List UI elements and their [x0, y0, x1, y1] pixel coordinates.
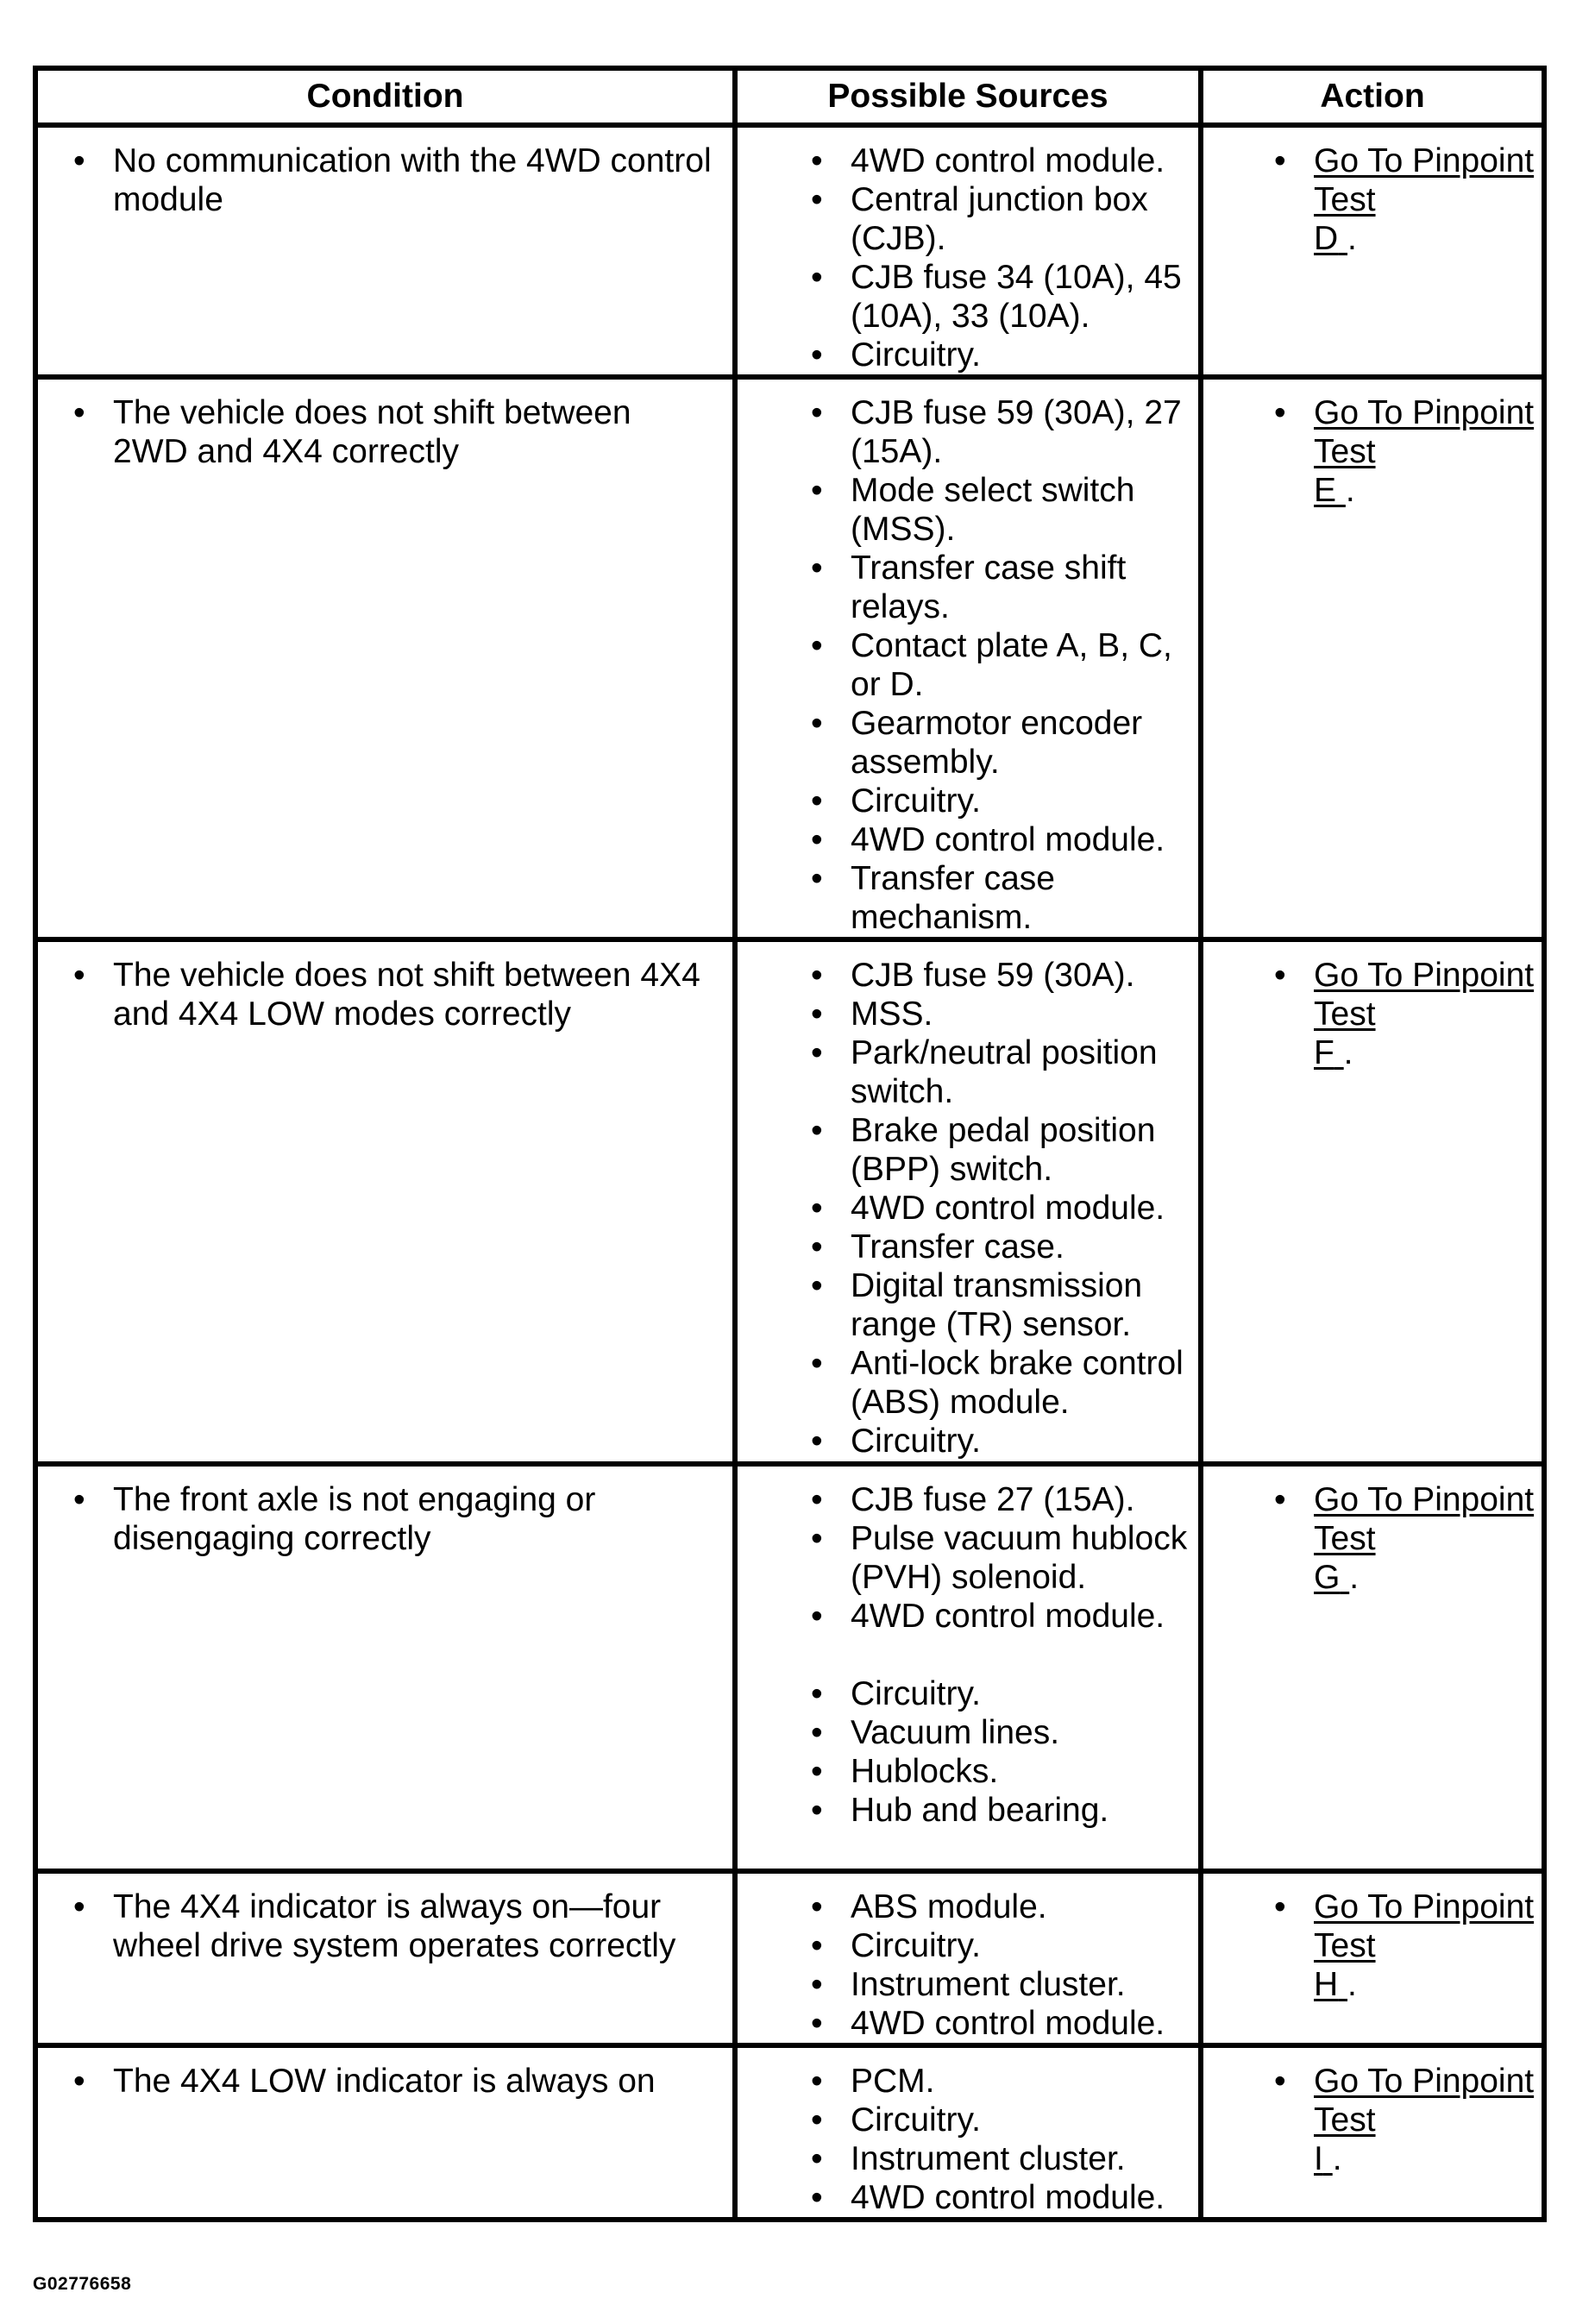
- source-item: • Instrument cluster.: [851, 1965, 1195, 2004]
- table-row: [35, 939, 1544, 1464]
- action-cell: [1201, 377, 1544, 939]
- source-item: • Circuitry.: [851, 782, 1195, 820]
- pinpoint-test-letter-link[interactable]: G: [1314, 1559, 1341, 1596]
- source-item: • Circuitry.: [851, 336, 1195, 374]
- source-item: • 4WD control module.: [851, 2178, 1195, 2217]
- action-item: [1314, 1480, 1536, 1597]
- source-item: • 4WD control module.: [851, 1597, 1195, 1636]
- source-item: • Instrument cluster.: [851, 2139, 1195, 2178]
- action-item: [1314, 1887, 1536, 2004]
- action-suffix: .: [1343, 1034, 1353, 1071]
- pinpoint-test-letter-link[interactable]: F: [1314, 1034, 1334, 1071]
- pinpoint-test-link[interactable]: Go To Pinpoint Test: [1314, 1481, 1535, 1557]
- action-suffix: .: [1345, 472, 1355, 509]
- source-item: • 4WD control module.: [851, 1189, 1195, 1228]
- source-item: • Transfer case.: [851, 1228, 1195, 1266]
- source-item: • Brake pedal position (BPP) switch.: [851, 1111, 1195, 1189]
- source-item: • Mode select switch (MSS).: [851, 471, 1195, 549]
- source-item: • Central junction box (CJB).: [851, 180, 1195, 258]
- condition-text: • The 4X4 LOW indicator is always on: [113, 2062, 715, 2101]
- source-item: • Circuitry.: [851, 1926, 1195, 1965]
- condition-cell: [35, 1464, 735, 1871]
- pinpoint-test-letter-link[interactable]: D: [1314, 220, 1339, 257]
- action-item: [1314, 393, 1536, 510]
- action-cell: [1201, 1871, 1544, 2045]
- sources-cell: [735, 1871, 1201, 2045]
- action-suffix: .: [1332, 2140, 1342, 2177]
- pinpoint-test-letter-link[interactable]: I: [1314, 2140, 1323, 2177]
- sources-cell: [735, 125, 1201, 377]
- sources-cell: [735, 2045, 1201, 2220]
- source-item: • CJB fuse 59 (30A), 27 (15A).: [851, 393, 1195, 471]
- table-row: [35, 125, 1544, 377]
- source-item: • Circuitry.: [851, 1674, 1195, 1713]
- source-item: • 4WD control module.: [851, 141, 1195, 180]
- source-item: • Hub and bearing.: [851, 1791, 1195, 1830]
- source-item: • ABS module.: [851, 1887, 1195, 1926]
- source-item: • 4WD control module.: [851, 2004, 1195, 2043]
- table-row: [35, 1871, 1544, 2045]
- sources-cell: [735, 377, 1201, 939]
- action-item: [1314, 956, 1536, 1072]
- table-row: [35, 2045, 1544, 2220]
- pinpoint-test-link[interactable]: Go To Pinpoint Test: [1314, 1888, 1535, 1964]
- sources-cell: [735, 939, 1201, 1464]
- header-action: Action: [1201, 68, 1544, 125]
- source-item: • Vacuum lines.: [851, 1713, 1195, 1752]
- pinpoint-test-letter-link[interactable]: H: [1314, 1966, 1339, 2003]
- pinpoint-test-link[interactable]: Go To Pinpoint Test: [1314, 2063, 1535, 2139]
- diagnostic-table: [33, 66, 1547, 2222]
- condition-text: • No communication with the 4WD control module: [113, 141, 715, 219]
- condition-cell: [35, 1871, 735, 2045]
- condition-text: • The vehicle does not shift between 2WD and 4X4 correctly: [113, 393, 715, 471]
- pinpoint-test-link[interactable]: Go To Pinpoint Test: [1314, 394, 1535, 470]
- source-item: • CJB fuse 59 (30A).: [851, 956, 1195, 995]
- action-item: [1314, 141, 1536, 258]
- condition-cell: [35, 2045, 735, 2220]
- pinpoint-test-link[interactable]: Go To Pinpoint Test: [1314, 957, 1535, 1033]
- source-item: • Pulse vacuum hublock (PVH) solenoid.: [851, 1519, 1195, 1597]
- table-row: [35, 377, 1544, 939]
- source-item: • CJB fuse 27 (15A).: [851, 1480, 1195, 1519]
- source-item: • Transfer case mechanism.: [851, 859, 1195, 937]
- header-possible-sources: Possible Sources: [735, 68, 1201, 125]
- condition-cell: [35, 125, 735, 377]
- source-item: • Hublocks.: [851, 1752, 1195, 1791]
- pinpoint-test-letter-link[interactable]: E: [1314, 472, 1337, 509]
- source-item: • Circuitry.: [851, 1422, 1195, 1460]
- sources-cell: [735, 1464, 1201, 1871]
- source-item: • Digital transmission range (TR) sensor.: [851, 1266, 1195, 1344]
- action-cell: [1201, 939, 1544, 1464]
- condition-cell: [35, 377, 735, 939]
- source-item: • Anti-lock brake control (ABS) module.: [851, 1344, 1195, 1422]
- source-item: • PCM.: [851, 2062, 1195, 2101]
- condition-text: • The vehicle does not shift between 4X4 and 4X4 LOW modes correctly: [113, 956, 715, 1033]
- header-condition: Condition: [35, 68, 735, 125]
- source-item: • MSS.: [851, 995, 1195, 1033]
- condition-text: • The 4X4 indicator is always on—four wheel drive system operates correctly: [113, 1887, 715, 1965]
- action-cell: [1201, 2045, 1544, 2220]
- source-item: • 4WD control module.: [851, 820, 1195, 859]
- source-item: • Gearmotor encoder assembly.: [851, 704, 1195, 782]
- action-suffix: .: [1349, 1559, 1360, 1596]
- pinpoint-test-link[interactable]: Go To Pinpoint Test: [1314, 142, 1535, 218]
- source-item: • Transfer case shift relays.: [851, 549, 1195, 626]
- action-cell: [1201, 1464, 1544, 1871]
- header-row: [35, 68, 1544, 125]
- source-item: • Park/neutral position switch.: [851, 1033, 1195, 1111]
- action-cell: [1201, 125, 1544, 377]
- condition-cell: [35, 939, 735, 1464]
- source-item: • Contact plate A, B, C, or D.: [851, 626, 1195, 704]
- source-item: • CJB fuse 34 (10A), 45 (10A), 33 (10A).: [851, 258, 1195, 336]
- action-item: [1314, 2062, 1536, 2178]
- figure-code: G02776658: [33, 2274, 132, 2294]
- table-row: [35, 1464, 1544, 1871]
- action-suffix: .: [1347, 220, 1357, 257]
- action-suffix: .: [1347, 1966, 1357, 2003]
- condition-text: • The front axle is not engaging or disengaging correctly: [113, 1480, 715, 1558]
- source-item: • Circuitry.: [851, 2101, 1195, 2139]
